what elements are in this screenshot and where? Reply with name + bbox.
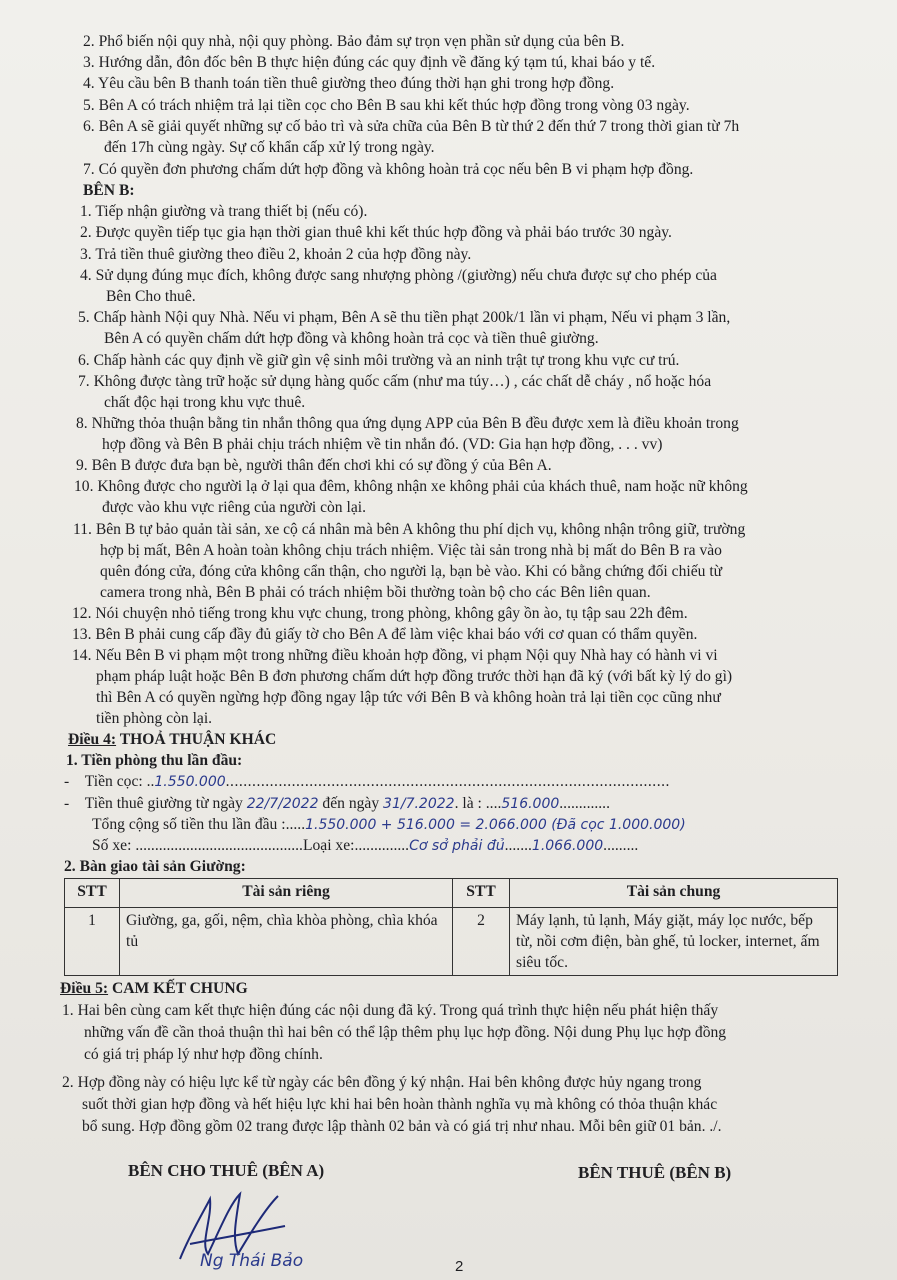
dieu5-heading: Điều 5: CAM KẾT CHUNG xyxy=(60,980,248,997)
dieu4-heading: Điều 4: THOẢ THUẬN KHÁC xyxy=(68,731,277,748)
dieu5-item-1-cont1: những vấn đề cần thoả thuận thì hai bên có thể lập thêm phụ lục hợp đồng. Nội dung Phụ lục hợp đồng xyxy=(84,1024,727,1041)
header-stt-1: STT xyxy=(65,879,120,908)
table-row xyxy=(65,908,838,976)
dieu4-sub1: 1. Tiền phòng thu lần đầu: xyxy=(66,752,243,769)
cell-stt-1: 1 xyxy=(65,908,120,976)
benB-item-14-cont3: tiền phòng còn lại. xyxy=(96,710,213,727)
asset-table xyxy=(64,878,838,976)
vehicle-line: Số xe: ...........................................Loại xe:..............Cơ sở phải đủ.......1.066.000......... xyxy=(92,837,639,854)
benA-item-3: 3. Hướng dẫn, đôn đốc bên B thực hiện đúng các quy định về đăng ký tạm tú, khai báo y tế. xyxy=(83,54,656,71)
party-a-title: BÊN CHO THUÊ (BÊN A) xyxy=(128,1161,325,1180)
header-private-assets: Tài sản riêng xyxy=(120,879,453,908)
benB-item-12: 12. Nói chuyện nhỏ tiếng trong khu vực chung, trong phòng, không gây ồn ào, tụ tập sau 22h đêm. xyxy=(72,605,688,622)
dieu4-sub2: 2. Bàn giao tài sản Giường: xyxy=(64,858,246,875)
cell-private-assets: Giường, ga, gối, nệm, chìa khòa phòng, chìa khóa tủ xyxy=(120,908,453,976)
table-header-row xyxy=(65,879,838,908)
page-number: 2 xyxy=(455,1258,464,1275)
benA-item-5: 5. Bên A có trách nhiệm trả lại tiền cọc cho Bên B sau khi kết thúc hợp đồng trong vòng 03 ngày. xyxy=(83,97,690,114)
benA-item-2: 2. Phổ biến nội quy nhà, nội quy phòng. Bảo đảm sự trọn vẹn phần sử dụng của bên B. xyxy=(83,33,625,50)
deposit-line: - Tiền cọc: ..1.550.000..................................................................................................... xyxy=(64,773,670,790)
party-b-title: BÊN THUÊ (BÊN B) xyxy=(578,1163,732,1182)
benB-heading: BÊN B: xyxy=(83,182,135,199)
benB-item-14-cont2: thì Bên A có quyền ngừng hợp đồng ngay lập tức với Bên B và không hoàn trả lại tiền cọc cũng như xyxy=(96,689,721,706)
benB-item-7: 7. Không được tàng trữ hoặc sử dụng hàng quốc cấm (như ma túy…) , các chất dễ cháy , nổ hoặc hóa xyxy=(78,373,712,390)
benB-item-8: 8. Những thỏa thuận bằng tin nhắn thông qua ứng dụng APP của Bên B đều được xem là điều khoản trong xyxy=(76,415,739,432)
benB-item-7-cont: chất độc hại trong khu vực thuê. xyxy=(104,394,306,411)
benB-item-5-cont: Bên A có quyền chấm dứt hợp đồng và không hoàn trả cọc và tiền thuê giường. xyxy=(104,330,599,347)
dieu5-item-1: 1. Hai bên cùng cam kết thực hiện đúng các nội dung đã ký. Trong quá trình thực hiện nếu phát hiện thấy xyxy=(62,1002,719,1019)
dieu5-item-2-cont1: suốt thời gian hợp đồng và hết hiệu lực khi hai bên hoàn thành nghĩa vụ mà không có thỏa thuận khác xyxy=(82,1096,718,1113)
benB-item-4: 4. Sử dụng đúng mục đích, không được sang nhượng phòng /(giường) nếu chưa được sự cho phép của xyxy=(80,267,717,284)
benA-item-6: 6. Bên A sẽ giải quyết những sự cố bảo trì và sửa chữa của Bên B từ thứ 2 đến thứ 7 trong thời gian từ 7h xyxy=(83,118,740,135)
cell-stt-2: 2 xyxy=(453,908,510,976)
benA-item-4: 4. Yêu cầu bên B thanh toán tiền thuê giường theo đúng thời hạn ghi trong hợp đồng. xyxy=(83,75,615,92)
total-line: Tổng cộng số tiền thu lần đầu :.....1.550.000 + 516.000 = 2.066.000 (Đã cọc 1.000.000) xyxy=(92,816,686,833)
benB-item-14-cont1: phạm pháp luật hoặc Bên B đơn phương chấm dứt hợp đồng trước thời hạn đã ký (với bất kỳ lý do gì) xyxy=(96,668,733,685)
benB-item-9: 9. Bên B được đưa bạn bè, người thân đến chơi khi có sự đồng ý của Bên A. xyxy=(76,457,552,474)
benB-item-1: 1. Tiếp nhận giường và trang thiết bị (nếu có). xyxy=(80,203,368,220)
header-stt-2: STT xyxy=(453,879,510,908)
benB-item-2: 2. Được quyền tiếp tục gia hạn thời gian thuê khi kết thúc hợp đồng và phải báo trước 30 ngày. xyxy=(80,224,672,241)
benB-item-11-cont2: quên đóng cửa, đóng cửa không cẩn thận, cho người lạ, bạn bè vào. Khi có bằng chứng đối chiếu từ xyxy=(100,563,723,580)
benB-item-6: 6. Chấp hành các quy định về giữ gìn vệ sinh môi trường và an ninh trật tự trong khu vực cư trú. xyxy=(78,352,680,369)
benA-item-7: 7. Có quyền đơn phương chấm dứt hợp đồng và không hoàn trả cọc nếu bên B vi phạm hợp đồng. xyxy=(83,161,694,178)
benB-item-3: 3. Trả tiền thuê giường theo điều 2, khoản 2 của hợp đồng này. xyxy=(80,246,472,263)
dieu5-item-2: 2. Hợp đồng này có hiệu lực kể từ ngày các bên đồng ý ký nhận. Hai bên không được hủy ngang trong xyxy=(62,1074,702,1091)
benB-item-13: 13. Bên B phải cung cấp đầy đủ giấy tờ cho Bên A để làm việc khai báo với cơ quan có thẩm quyền. xyxy=(72,626,698,643)
benB-item-14: 14. Nếu Bên B vi phạm một trong những điều khoản hợp đồng, vi phạm Nội quy Nhà hay có hành vi vi xyxy=(72,647,718,664)
rent-line: - Tiền thuê giường từ ngày 22/7/2022 đến ngày 31/7.2022. là : ....516.000............. xyxy=(64,795,610,812)
dieu5-item-2-cont2: bổ sung. Hợp đồng gồm 02 trang được lập thành 02 bản và có giá trị như nhau. Mỗi bên giữ 01 bản. ./. xyxy=(82,1118,722,1135)
benB-item-10: 10. Không được cho người lạ ở lại qua đêm, không nhận xe không phải của khách thuê, nam hoặc nữ không xyxy=(74,478,748,495)
benB-item-8-cont: hợp đồng và Bên B phải chịu trách nhiệm về tin nhắn đó. (VD: Gia hạn hợp đồng, . . . vv) xyxy=(102,436,663,453)
benA-item-6-cont: đến 17h cùng ngày. Sự cố khẩn cấp xử lý trong ngày. xyxy=(104,139,435,156)
benB-item-11-cont1: hợp bị mất, Bên A hoàn toàn không chịu trách nhiệm. Việc tài sản trong nhà bị mất do Bên B ra vào xyxy=(100,542,722,559)
benB-item-11: 11. Bên B tự bảo quản tài sản, xe cộ cá nhân mà bên A không thu phí dịch vụ, không nhận trông giữ, trường xyxy=(73,521,746,538)
benB-item-10-cont: được vào khu vực riêng của người còn lại. xyxy=(102,499,366,516)
cell-shared-assets: Máy lạnh, tủ lạnh, Máy giặt, máy lọc nước, bếp từ, nồi cơm điện, bàn ghế, tủ locker, internet, ấm siêu tốc. xyxy=(510,908,838,976)
signer-a-name: Ng Thái Bảo xyxy=(200,1251,304,1271)
benB-item-11-cont3: camera trong nhà, Bên B phải có trách nhiệm bồi thường toàn bộ cho các Bên liên quan. xyxy=(100,584,651,601)
benB-item-5: 5. Chấp hành Nội quy Nhà. Nếu vi phạm, Bên A sẽ thu tiền phạt 200k/1 lần vi phạm, Nếu vi phạm 3 lần, xyxy=(78,309,731,326)
header-shared-assets: Tài sản chung xyxy=(510,879,838,908)
dieu5-item-1-cont2: có giá trị pháp lý như hợp đồng chính. xyxy=(84,1046,323,1063)
benB-item-4-cont: Bên Cho thuê. xyxy=(106,288,196,305)
